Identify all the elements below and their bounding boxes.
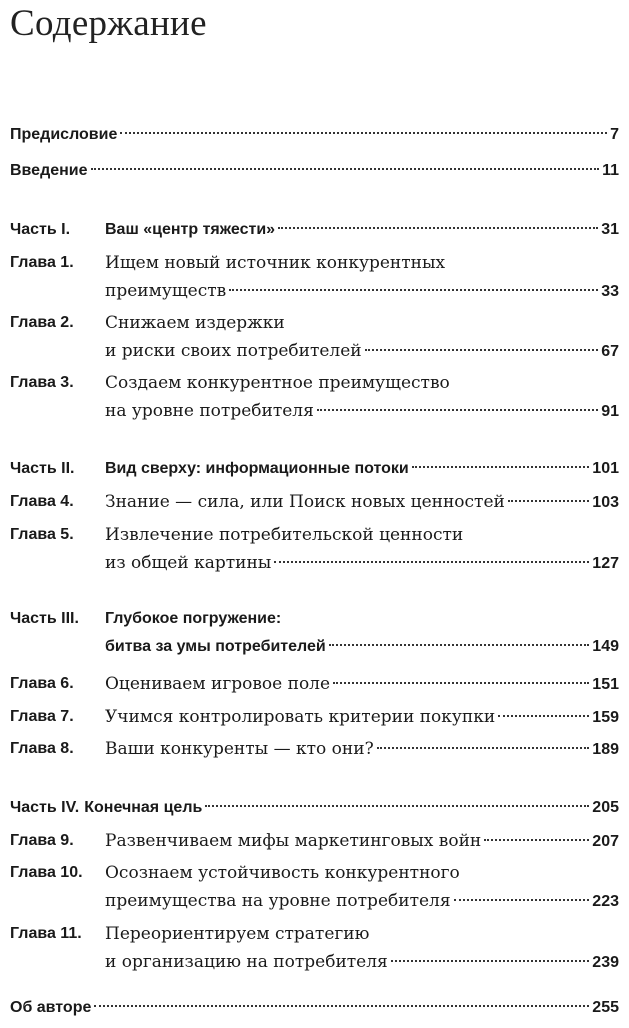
dot-leader: [94, 1005, 589, 1007]
toc-entry-chapter-8[interactable]: [10, 735, 619, 763]
page-number: 159: [592, 709, 619, 726]
page-number: 91: [601, 403, 619, 420]
toc-entry-chapter-6[interactable]: [10, 670, 619, 698]
dot-leader: [278, 227, 598, 229]
toc-entry-part-2[interactable]: [10, 455, 619, 483]
part-label: Часть III.: [10, 610, 79, 627]
toc-entry-text-line1: Снижаем издержки: [105, 313, 285, 333]
page-number: 255: [592, 999, 619, 1016]
dot-leader: [454, 899, 590, 901]
page-number: 7: [610, 126, 619, 143]
dot-leader: [391, 960, 590, 962]
dot-leader: [484, 839, 589, 841]
page-number: 127: [592, 555, 619, 572]
page-number: 11: [602, 162, 619, 179]
toc-entry-text: Вид сверху: информационные потоки: [105, 460, 409, 477]
toc-entry-chapter-5[interactable]: [10, 521, 619, 577]
toc-entry-text-line1: Переориентируем стратегию: [105, 924, 370, 944]
toc-entry-text: Знание — сила, или Поиск новых ценностей: [105, 492, 505, 512]
dot-leader: [498, 715, 589, 717]
toc-entry-text-line1: Осознаем устойчивость конкурентного: [105, 863, 460, 883]
toc-entry-chapter-2[interactable]: [10, 309, 619, 365]
dot-leader: [508, 500, 589, 502]
chapter-label: Глава 9.: [10, 832, 74, 849]
toc-entry-chapter-3[interactable]: [10, 369, 619, 425]
toc-entry-chapter-10[interactable]: [10, 859, 619, 915]
page-number: 149: [592, 638, 619, 655]
toc-entry-text: Введение: [10, 162, 88, 179]
dot-leader: [329, 644, 590, 646]
dot-leader: [333, 682, 589, 684]
dot-leader: [412, 466, 590, 468]
toc-entry-chapter-1[interactable]: [10, 249, 619, 305]
toc-entry-text-line1: Ищем новый источник конкурентных: [105, 253, 446, 273]
page-number: 223: [592, 893, 619, 910]
toc-entry-text-line2: и риски своих потребителей: [105, 341, 362, 361]
chapter-label: Глава 11.: [10, 925, 82, 942]
page-number: 103: [592, 494, 619, 511]
dot-leader: [317, 409, 598, 411]
toc-entry-chapter-11[interactable]: [10, 920, 619, 976]
part-label: Часть I.: [10, 221, 71, 238]
toc-entry-text-line2: битва за умы потребителей: [105, 638, 326, 655]
toc-entry-intro[interactable]: [10, 157, 619, 185]
toc-entry-text-line2: преимущества на уровне потребителя: [105, 891, 451, 911]
page-title: Содержание: [10, 3, 207, 44]
toc-entry-chapter-4[interactable]: [10, 488, 619, 516]
page-number: 33: [601, 283, 619, 300]
toc-entry-text-line2: из общей картины: [105, 553, 272, 573]
toc-entry-text: Об авторе: [10, 999, 92, 1016]
toc-entry-text-line2: преимуществ: [105, 281, 227, 301]
page-number: 205: [592, 799, 619, 816]
dot-leader: [205, 805, 589, 807]
toc-entry-text-line2: и организацию на потребителя: [105, 952, 388, 972]
dot-leader: [91, 168, 600, 170]
chapter-label: Глава 2.: [10, 314, 74, 331]
chapter-label: Глава 4.: [10, 493, 74, 510]
toc-entry-part-4[interactable]: [10, 794, 619, 822]
page-number: 31: [601, 221, 619, 238]
dot-leader: [365, 349, 599, 351]
dot-leader: [377, 747, 590, 749]
toc-entry-part-1[interactable]: [10, 216, 619, 244]
chapter-label: Глава 6.: [10, 675, 74, 692]
page-number: 207: [592, 833, 619, 850]
part-label: Часть IV.: [10, 799, 80, 816]
toc-entry-about-author[interactable]: [10, 994, 619, 1022]
toc-entry-text: Развенчиваем мифы маркетинговых войн: [105, 831, 482, 851]
toc-entry-text-line2: на уровне потребителя: [105, 401, 314, 421]
chapter-label: Глава 3.: [10, 374, 74, 391]
page-number: 67: [601, 343, 619, 360]
chapter-label: Глава 5.: [10, 526, 74, 543]
toc-entry-text: Оцениваем игровое поле: [105, 674, 331, 694]
toc-entry-text-line1: Извлечение потребительской ценности: [105, 525, 464, 545]
toc-entry-text-line1: Создаем конкурентное преимущество: [105, 373, 450, 393]
page-number: 189: [592, 741, 619, 758]
chapter-label: Глава 8.: [10, 740, 74, 757]
chapter-label: Глава 10.: [10, 864, 83, 881]
toc-entry-text-line1: Глубокое погружение:: [105, 610, 282, 627]
toc-entry-text: Ваши конкуренты — кто они?: [105, 739, 374, 759]
page-number: 151: [592, 676, 619, 693]
chapter-label: Глава 7.: [10, 708, 74, 725]
dot-leader: [120, 132, 607, 134]
chapter-label: Глава 1.: [10, 254, 74, 271]
page-number: 239: [592, 954, 619, 971]
toc-entry-text: Предисловие: [10, 126, 118, 143]
toc-entry-preface[interactable]: [10, 121, 619, 149]
part-label: Часть II.: [10, 460, 75, 477]
dot-leader: [274, 561, 589, 563]
toc-entry-text: Учимся контролировать критерии покупки: [105, 707, 496, 727]
toc-entry-part-3[interactable]: [10, 605, 619, 661]
dot-leader: [229, 289, 598, 291]
toc-entry-text: Ваш «центр тяжести»: [105, 221, 276, 238]
toc-entry-chapter-7[interactable]: [10, 703, 619, 731]
toc-entry-text: Конечная цель: [84, 799, 203, 816]
page-number: 101: [592, 460, 619, 477]
toc-entry-chapter-9[interactable]: [10, 827, 619, 855]
